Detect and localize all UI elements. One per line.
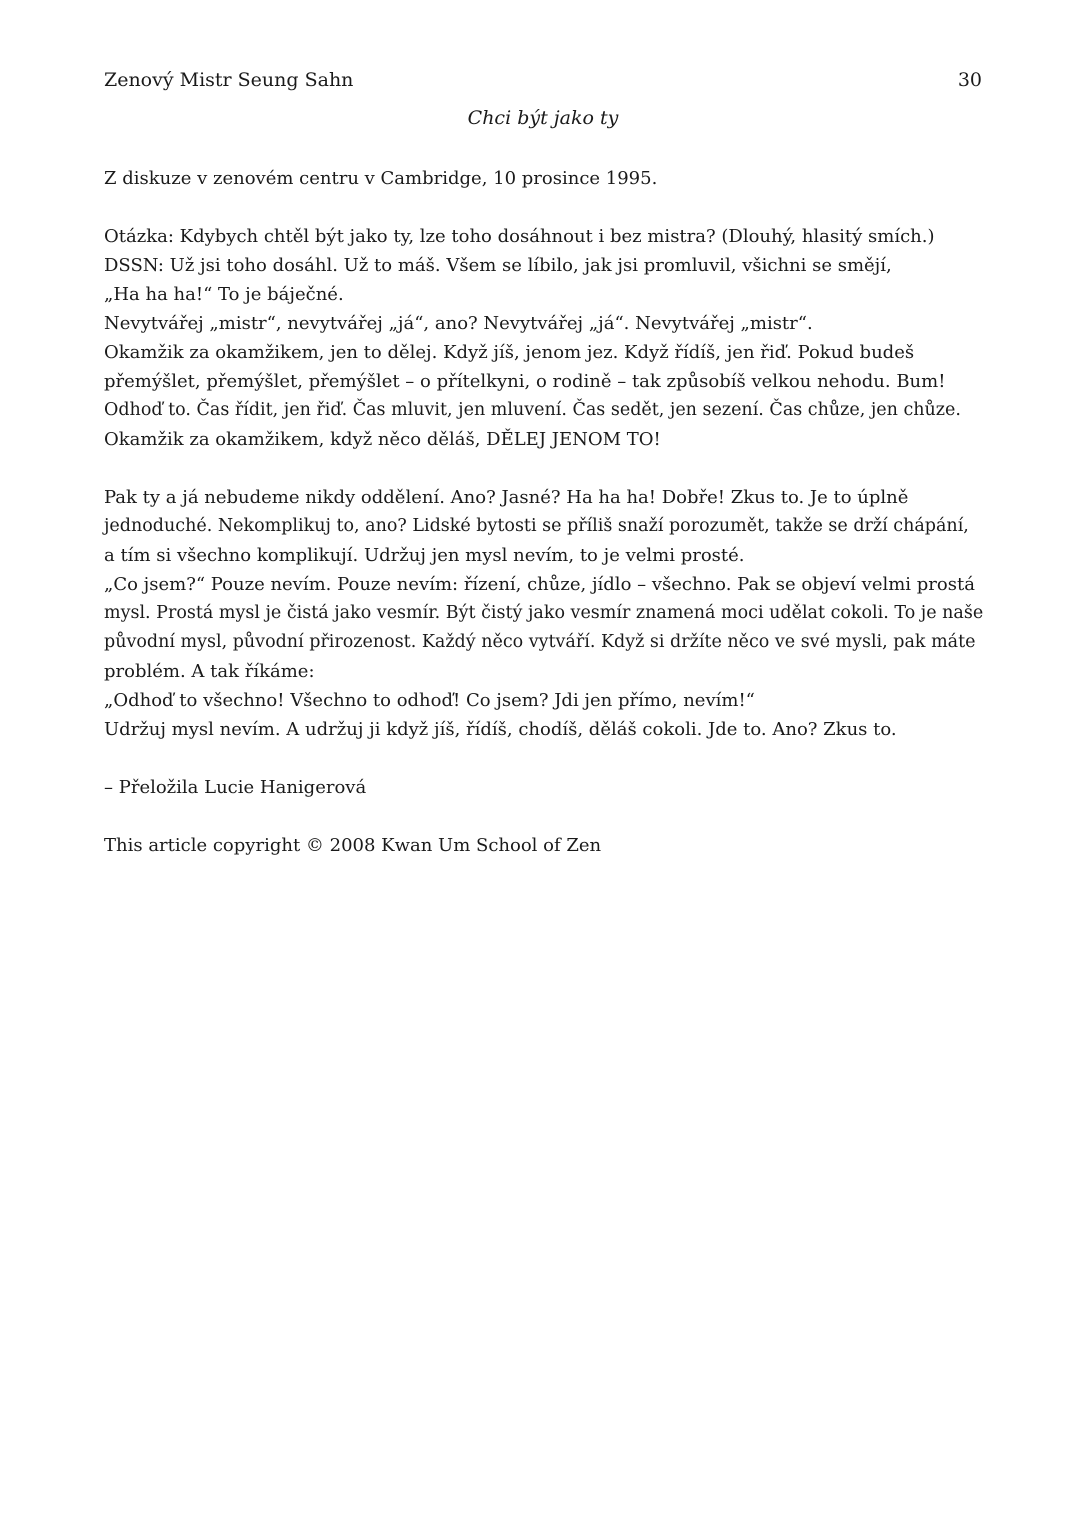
text-line: problém. A tak říkáme: [104, 661, 315, 682]
translator-credit: – Přeložila Lucie Hanigerová [104, 777, 367, 798]
paragraph-teaching [104, 483, 984, 744]
intro-line: Z diskuze v zenovém centru v Cambridge, 10 prosince 1995. [104, 168, 658, 189]
text-line: Okamžik za okamžikem, když něco děláš, DĚLEJ JENOM TO! [104, 429, 661, 450]
text-line: „Co jsem?“ Pouze nevím. Pouze nevím: řízení, chůze, jídlo – všechno. Pak se objeví velmi prostá [104, 574, 975, 595]
text-line: jednoduché. Nekomplikuj to, ano? Lidské bytosti se příliš snaží porozumět, takže se drží chápání, [104, 516, 969, 536]
text-line: DSSN: Už jsi toho dosáhl. Už to máš. Všem se líbilo, jak jsi promluvil, všichni se smějí, [104, 255, 892, 276]
page-number: 30 [957, 69, 982, 91]
text-line: mysl. Prostá mysl je čistá jako vesmír. Být čistý jako vesmír znamená moci udělat cokoli. To je naše [104, 603, 984, 623]
text-line: Otázka: Kdybych chtěl být jako ty, lze toho dosáhnout i bez mistra? (Dlouhý, hlasitý smích.) [104, 226, 935, 247]
text-line: Udržuj mysl nevím. A udržuj ji když jíš, řídíš, chodíš, děláš cokoli. Jde to. Ano? Zkus to. [104, 719, 897, 740]
copyright-notice: This article copyright © 2008 Kwan Um School of Zen [104, 835, 602, 856]
text-line: Odhoď to. Čas řídit, jen řiď. Čas mluvit, jen mluvení. Čas sedět, jen sezení. Čas chůze, jen chůze. [104, 400, 961, 420]
text-line: Pak ty a já nebudeme nikdy oddělení. Ano? Jasné? Ha ha ha! Dobře! Zkus to. Je to úplně [104, 487, 909, 508]
running-header-author: Zenový Mistr Seung Sahn [104, 69, 354, 91]
paragraph-dialogue [104, 222, 984, 454]
text-line: „Odhoď to všechno! Všechno to odhoď! Co jsem? Jdi jen přímo, nevím!“ [104, 690, 755, 711]
text-line: Nevytvářej „mistr“, nevytvářej „já“, ano? Nevytvářej „já“. Nevytvářej „mistr“. [104, 313, 813, 334]
text-line: Okamžik za okamžikem, jen to dělej. Když jíš, jenom jez. Když řídíš, jen řiď. Pokud budeš [104, 342, 915, 363]
text-line: původní mysl, původní přirozenost. Každý něco vytváří. Když si držíte něco ve své mysli, pak máte [104, 632, 976, 652]
article-title: Chci být jako ty [467, 107, 619, 129]
text-line: „Ha ha ha!“ To je báječné. [104, 284, 344, 305]
article-body [104, 164, 984, 860]
text-line: a tím si všechno komplikují. Udržuj jen mysl nevím, to je velmi prosté. [104, 545, 745, 566]
text-line: přemýšlet, přemýšlet, přemýšlet – o přítelkyni, o rodině – tak způsobíš velkou nehodu. Bum! [104, 371, 946, 392]
